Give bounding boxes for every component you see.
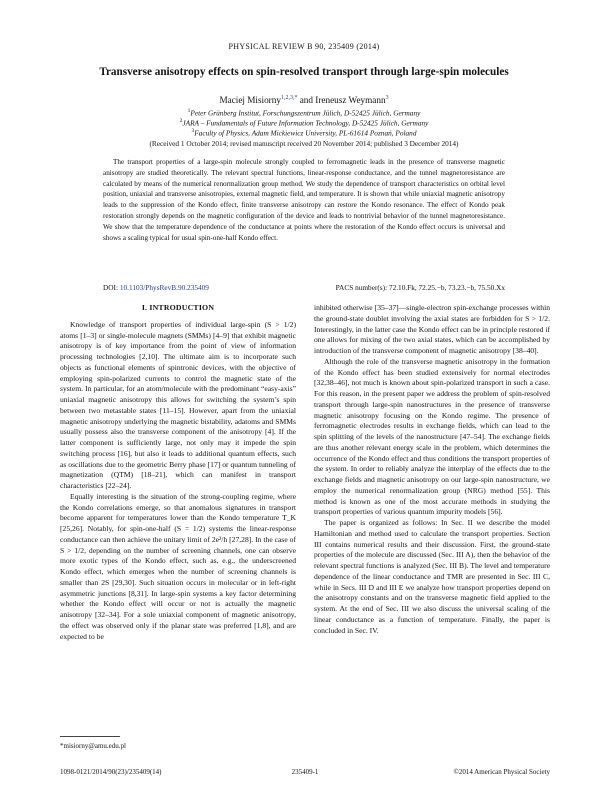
affiliation-number: 3 bbox=[191, 128, 195, 134]
affiliation-number: 2 bbox=[179, 118, 183, 124]
right-column bbox=[314, 303, 550, 636]
doi-link[interactable]: 10.1103/PhysRevB.90.235409 bbox=[119, 283, 209, 292]
affiliation bbox=[40, 108, 568, 117]
received-dates: (Received 1 October 2014; revised manuscript received 20 November 2014; published 3 December 2014) bbox=[149, 139, 459, 148]
affiliation-text: Peter Grünberg Institut, Forschungszentrum Jülich, D-52425 Jülich, Germany bbox=[190, 108, 421, 118]
page-number: 235409-1 bbox=[291, 768, 319, 776]
footnote-divider bbox=[60, 736, 120, 737]
body-paragraph: The paper is organized as follows: In Sec. II we describe the model Hamiltonian and method used to calculate the transport properties. Section III contains numerical results and their discussion. First, the ground-state properties of the molecule are discussed (Sec. III A), then the behavior of the relevant spectral functions is analyzed (Sec. III B). The level and temperature dependence of the linear conductance and TMR are presented in Sec. III C, while in Secs. III D and III E we analyze how transport properties depend on the anisotropy constants and on the transverse magnetic field applied to the system. At the end of Sec. III we also discuss the universal scaling of the linear conductance as a function of temperature. Finally, the paper is concluded in Sec. IV. bbox=[314, 518, 550, 635]
author-list bbox=[40, 95, 568, 105]
body-paragraph: Although the role of the transverse magnetic anisotropy in the formation of the Kondo effect has been studied extensively for normal electrodes [32,38–46], not much is known about spin-polarized transport in such a case. For this reason, in the present paper we address the problem of spin-resolved transport through large-spin nanostructures in the presence of transverse magnetic anisotropy focusing on the Kondo regime. The presence of ferromagnetic electrodes results in exchange fields, which can lead to the spin splitting of the levels of the nanostructure [47–54]. The exchange fields are thus another relevant energy scale in the problem, which determines the occurrence of the Kondo effect and thus conditions the transport properties of the system. In order to reliably analyze the interplay of the effects due to the exchange fields and magnetic anisotropy on our large-spin nanostructure, we employ the numerical renormalization group (NRG) method [55]. This method is known as one of the most accurate methods in studying the transport properties of various quantum impurity models [56]. bbox=[314, 356, 550, 517]
copyright: ©2014 American Physical Society bbox=[453, 768, 550, 776]
corresponding-author-email[interactable]: *misiorny@amu.edu.pl bbox=[60, 742, 126, 750]
paper-title: Transverse anisotropy effects on spin-resolved transport through large-spin molecules bbox=[99, 66, 509, 78]
affiliation-text: Faculty of Physics, Adam Mickiewicz University, PL-61614 Poznań, Poland bbox=[194, 128, 417, 138]
affiliation bbox=[40, 118, 568, 127]
section-heading: I. INTRODUCTION bbox=[141, 303, 215, 312]
author-affiliation-marker[interactable]: 3 bbox=[385, 95, 389, 101]
author-name[interactable]: Ireneusz Weymann bbox=[315, 95, 386, 106]
pacs-numbers: PACS number(s): 72.10.Fk, 72.25.−b, 73.23.−b, 75.50.Xx bbox=[335, 283, 505, 292]
journal-header: PHYSICAL REVIEW B 90, 235409 (2014) bbox=[228, 42, 380, 51]
author-conjunction: and bbox=[297, 95, 316, 106]
doi-label: DOI: bbox=[103, 283, 120, 292]
affiliation-text: JARA – Fundamentals of Future Information Technology, D-52425 Jülich, Germany bbox=[182, 118, 429, 128]
author-affiliation-marker[interactable]: 1,2,3,* bbox=[280, 95, 298, 101]
left-column bbox=[60, 303, 296, 642]
author-name[interactable]: Maciej Misiorny bbox=[219, 95, 281, 106]
footer-issn: 1098-0121/2014/90(23)/235409(14) bbox=[60, 768, 162, 776]
doi bbox=[103, 283, 209, 292]
body-paragraph: Knowledge of transport properties of individual large-spin (S > 1/2) atoms [1–3] or single-molecule magnets (SMMs) [4–9] that exhibit magnetic anisotropy is of key importance from the point of view of information processing technologies [2,10]. The ultimate aim is to incorporate such objects as functional elements of spintronic devices, with the objective of employing spin-polarized currents to control the magnetic state of the system. In particular, for an atom/molecule with the predominant “easy-axis” uniaxial magnetic anisotropy this allows for switching the system’s spin between two metastable states [11–15]. However, apart from the uniaxial magnetic anisotropy underlying the magnetic bistability, adatoms and SMMs usually possess also the transverse component of the anisotropy [4]. If the latter component is sufficiently large, not only may it impede the spin switching process [16], but also it leads to additional quantum effects, such as oscillations due to the geometric Berry phase [17] or quantum tunneling of magnetization (QTM) [18–21], which can manifest in transport characteristics [22–24]. bbox=[60, 319, 296, 490]
abstract-text: The transport properties of a large-spin molecule strongly coupled to ferromagnetic leads in the presence of transverse magnetic anisotropy are studied theoretically. The relevant spectral functions, linear-response conductance, and the tunnel magnetoresistance are calculated by means of the numerical renormalization group method. We study the dependence of transport characteristics on orbital level position, uniaxial and transverse anisotropies, external magnetic field, and temperature. It is shown that while uniaxial magnetic anisotropy leads to the suppression of the Kondo effect, finite transverse anisotropy can restore the Kondo resonance. The effect of Kondo peak restoration strongly depends on the magnetic configuration of the device and leads to nontrivial behavior of the tunnel magnetoresistance. We show that the temperature dependence of the conductance at points where the restoration of the Kondo effect occurs is universal and shows a scaling typical for usual spin-one-half Kondo effect. bbox=[103, 158, 505, 242]
body-paragraph: inhibited otherwise [35–37]—single-electron spin-exchange processes within the ground-state doublet involving the axial states are forbidden for S > 1/2. Interestingly, in the latter case the Kondo effect can be in principle restored if one allows for mixing of the two axial states, which can be accomplished by introduction of the transverse component of magnetic anisotropy [38–40]. bbox=[314, 303, 550, 355]
affiliation-number: 1 bbox=[187, 108, 191, 114]
body-paragraph: Equally interesting is the situation of the strong-coupling regime, where the Kondo correlations emerge, so that anomalous signatures in transport become apparent for temperatures lower than the Kondo temperature T_K [25,26]. Notably, for spin-one-half (S = 1/2) systems the linear-response conductance can then achieve the unitary limit of 2e²/h [27,28]. In the case of S > 1/2, depending on the number of screening channels, one can observe more exotic types of the Kondo effect, such as, e.g., the underscreened Kondo effect, which emerges when the number of screening channels is smaller than 2S [29,30]. Such situation occurs in molecular or in left-right asymmetric junctions [8,31]. In large-spin systems a key factor determining whether the Kondo effect will occur or not is actually the magnetic anisotropy [32–34]. For a sole uniaxial component of magnetic anisotropy, the effect was observed only if the planar state was preferred [1,8], and are expected to be bbox=[60, 491, 296, 641]
affiliation bbox=[40, 128, 568, 137]
abstract bbox=[103, 157, 505, 243]
